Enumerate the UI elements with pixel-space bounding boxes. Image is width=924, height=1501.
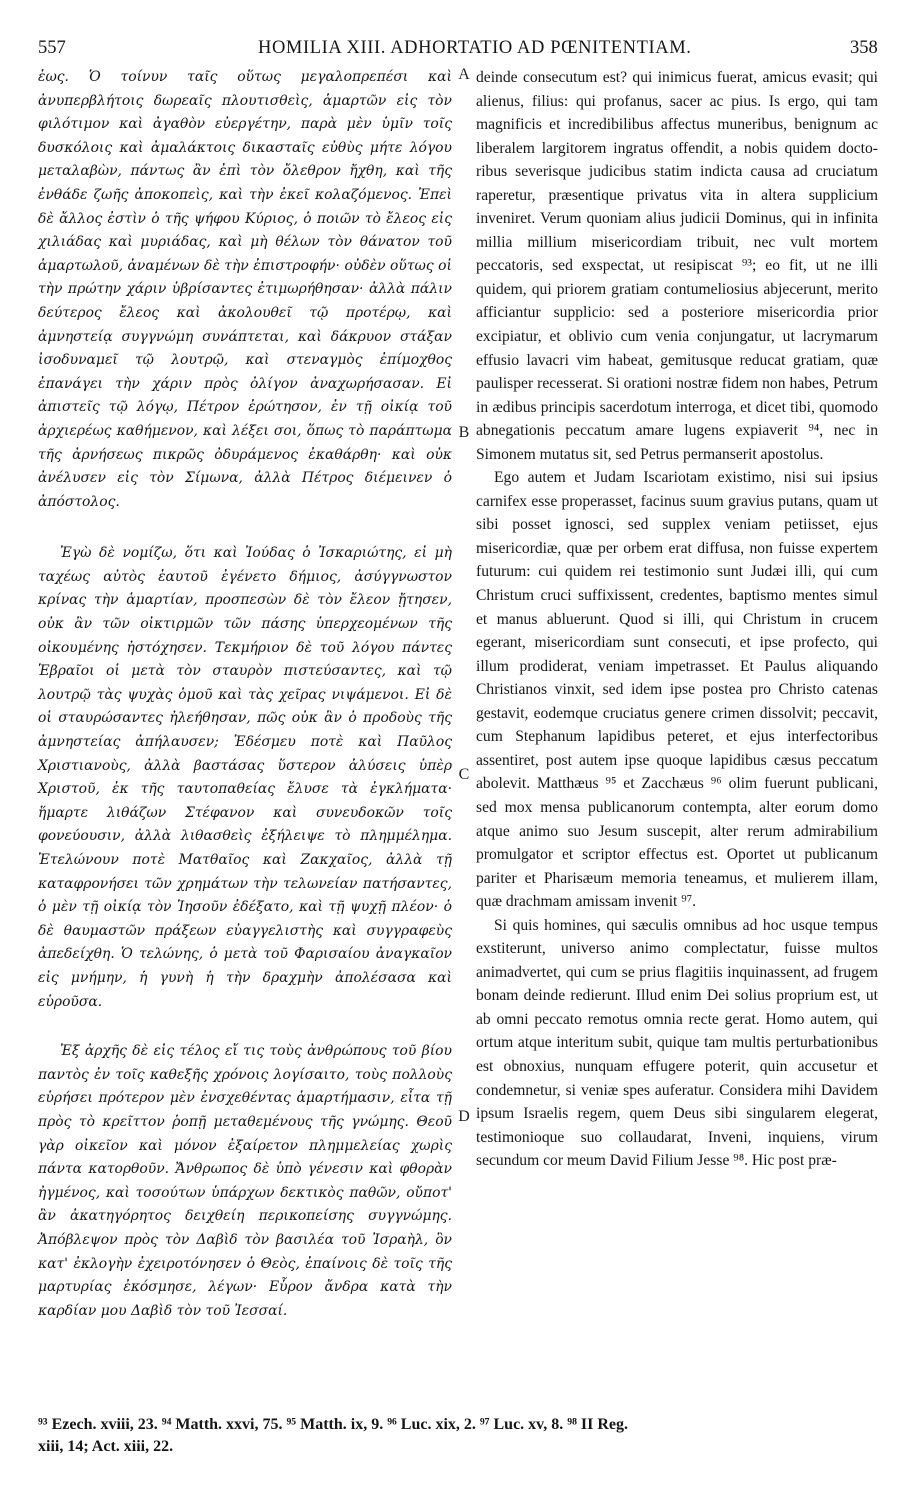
latin-paragraph-2: Ego autem et Judam Iscariotam existimo, nisi sui ipsius carnifex esse properasset, facinus suum gravius putans, quam ut sibi posset ignosci, sed supplex veniam petiisset, ejus misericordiæ, quæ per orbem erat diffusa, non fuisse expertem futurum: cui quidem rei testimonio sunt Judæi illi, qui cum Christum cruci suffixissent, credentes, baptismo mentes simul et manus abluerunt. Quod si illi, qui Christum in crucem egerant, misericordiam sunt consecuti, et ipse profecto, qui illum prodiderat, veniam impetrasset. Et Paulus aliquando Christianos vinxit, sed idem ipse postea pro Christo catenas gestavit, eodemque cruciatus genere crimen dissolvit; peccavit, cum Stephanum lapidibus peteret, et ejus interfectoribus assentiret, post autem ipse quoque lapidibus cæsus peccatum abolevit. Matthæus ⁹⁵ et Zacchæus ⁹⁶ olim fuerunt publicani, sed mox mensa publicanorum contempta, alter eorum domo atque animo suo Jesum suscepit, alter rerum admirabilium promulgator et scriptor effectus est. Oportet ut publicanum pariter et Pharisæum memoria teneamus, et mulierem illam, quæ drachmam amissam invenit ⁹⁷. <box>476 469 878 911</box>
latin-column <box>476 66 878 1173</box>
section-marker-a: A <box>458 66 470 83</box>
running-title: HOMILIA XIII. ADHORTATIO AD PŒNITENTIAM. <box>258 38 692 58</box>
latin-paragraph-1: deinde consecutum est? qui inimicus fuerat, amicus evasit; qui alienus, filius: qui profanus, sacer ac pius. Is ergo, qui tam magnificis et incredibilibus affectus muneribus, benignum ac liberalem largitorem ingratus offendit, a nobis quidem docto-ribus severisque judicibus statim indicta causa ad cruciatum raperetur, præsentique privatus vita in altera supplicium inveniret. Verum quoniam alius judicii Dominus, qui in infinita millia millium misericordiam tribuit, nec vult mortem peccatoris, sed exspectat, ut resipiscat ⁹³; eo fit, ut ne illi quidem, qui priorem gratiam contumeliosius abjecerunt, merito afficiantur supplicio: sed a posteriore misericordia prior excipiatur, et oblivio cum venia conjungatur, ut lacrymarum effusio lavacri vim habeat, gemitusque reducat gratiam, quæ paulisper recesserat. Si orationi nostræ fidem non habes, Petrum in ædibus principis sacerdotum interroga, et dicet tibi, quomodo abnegationis peccatum amare lugens expiaverit ⁹⁴, nec in Simonem mutatus sit, sed Petrus permanserit apostolus. <box>476 69 878 463</box>
footnote-line-1: ⁹³ Ezech. xviii, 23. ⁹⁴ Matth. xxvi, 75. ⁹⁵ Matth. ix, 9. ⁹⁶ Luc. xix, 2. ⁹⁷ Luc. xv, 8. ⁹⁸ II Reg. <box>38 1416 628 1433</box>
greek-column <box>38 66 452 1323</box>
section-marker-b: B <box>458 424 470 441</box>
greek-paragraph-1: ἑως. Ὁ τοίνυν ταῖς οὕτως μεγαλοπρεπέσι καὶ ἀνυπερβλήτοις δωρεαῖς πλουτισθεὶς, ἁμαρτῶν εἰς τὸν φιλότιμον καὶ ἀγαθὸν εὐεργέτην, παρὰ μὲν ὑμῖν τοῖς δυσκόλοις καὶ ἀμαλάκτοις δικασταῖς εὐθὺς μήτε λόγου μεταλαβὼν, πάντως ἂν ἐπὶ τὸν ὄλεθρον ἤχθη, καὶ τῆς ἐνθάδε ζωῆς ἀποκοπεὶς, καὶ τὴν ἐκεῖ κολαζόμενος. Ἐπεὶ δὲ ἄλλος ἐστὶν ὁ τῆς ψήφου Κύριος, ὁ ποιῶν τὸ ἔλεος εἰς χιλιάδας καὶ μυριάδας, καὶ μὴ θέλων τὸν θάνατον τοῦ ἁμαρτωλοῦ, ἀναμένων δὲ τὴν ἐπιστροφήν· οὐδὲν οὕτως οἱ τὴν πρώτην χάριν ὑβρίσαντες ἐτιμωρήθησαν· ἀλλὰ πάλιν δεύτερος ἔλεος καὶ ἀκολουθεῖ τῷ προτέρῳ, καὶ ἀμνηστείᾳ συγγνώμη συνάπτεται, καὶ δάκρυον στάξαν ἰσοδυναμεῖ τῷ λουτρῷ, καὶ στεναγμὸς ἐπίμοχθος ἐπανάγει τὴν χάριν πρὸς ὀλίγον ἀναχωρήσασαν. Εἰ ἀπιστεῖς τῷ λόγῳ, Πέτρον ἐρώτησον, ἐν τῇ οἰκίᾳ τοῦ ἀρχιερέως καθήμενον, καὶ λέξει σοι, ὅπως τὸ παράπτωμα τῆς ἀρνήσεως πικρῶς ὀδυράμενος ἐκαθάρθη· καὶ οὐκ ἀνέλυσεν εἰς τὸν Σίμωνα, ἀλλὰ Πέτρος διέμεινεν ὁ ἀπόστολος. <box>38 69 452 510</box>
greek-paragraph-3: Ἐξ ἀρχῆς δὲ εἰς τέλος εἴ τις τοὺς ἀνθρώπους τοῦ βίου παντὸς ἐν τοῖς καθεξῆς χρόνοις λογίσαιτο, τοὺς πολλοὺς εὑρήσει πρότερον μὲν ἐνσχεθέντας ἁμαρτήμασιν, εἶτα τῇ πρὸς τὸ κρεῖττον ῥοπῇ μεταθεμένους τῆς γνώμης. Θεοῦ γὰρ οἰκεῖον καὶ μόνον ἐξαίρετον πλημμελείας χωρὶς πάντα κατορθοῦν. Ἄνθρωπος δὲ ὑπὸ γένεσιν καὶ φθορὰν ἠγμένος, καὶ τοσούτων ὑπάρχων δεκτικὸς παθῶν, οὔποτ' ἂν ἀκατηγόρητος δειχθείη περικοπείσης συγγνώμης. Ἀπόβλεψον πρὸς τὸν Δαβὶδ τὸν βασιλέα τοῦ Ἰσραὴλ, ὃν κατ' ἐκλογὴν ἐχειροτόνησεν ὁ Θεὸς, ἐπαίνοις δὲ τοῖς τῆς μαρτυρίας ἐκόσμησε, λέγων· Εὗρον ἄνδρα κατὰ τὴν καρδίαν μου Δαβὶδ τὸν τοῦ Ἰεσσαί. <box>38 1043 452 1319</box>
footnote-line-2: xiii, 14; Act. xiii, 22. <box>38 1438 174 1455</box>
greek-paragraph-2: Ἐγὼ δὲ νομίζω, ὅτι καὶ Ἰούδας ὁ Ἰσκαριώτης, εἰ μὴ ταχέως αὐτὸς ἑαυτοῦ ἐγένετο δήμιος, ἀσύγγνωστον κρίνας τὴν ἁμαρτίαν, προσπεσὼν δὲ τὸν ἔλεον ᾔτησεν, οὐκ ἂν τῶν οἰκτιρμῶν τῶν πάσης ὑπερχεομένων τῆς οἰκουμένης ἠστόχησεν. Τεκμήριον δὲ τοῦ λόγου πάντες Ἑβραῖοι οἱ μετὰ τὸν σταυρὸν πιστεύσαντες, καὶ τῷ λουτρῷ τὰς ψυχὰς ὁμοῦ καὶ τὰς χεῖρας νιψάμενοι. Εἰ δὲ οἱ σταυρώσαντες ἠλεήθησαν, πῶς οὐκ ἂν ὁ προδοὺς τῆς ἀμνηστείας ἀπήλαυσεν; Ἐδέσμευ ποτὲ καὶ Παῦλος Χριστιανοὺς, ἀλλὰ βαστάσας ὕστερον ἁλύσεις ὑπὲρ Χριστοῦ, ἐκ τῆς ταυτοπαθείας ἔλυσε τὰ ἐγκλήματα· ἥμαρτε λιθάζων Στέφανον καὶ συνευδοκῶν τοῖς φονεύουσιν, ἀλλὰ λιθασθεὶς ἐξήλειψε τὸ πλημμέλημα. Ἐτελώνουν ποτὲ Ματθαῖος καὶ Ζακχαῖος, ἀλλὰ τῇ καταφρονήσει τῶν χρημάτων τὴν τελωνείαν πατήσαντες, ὁ μὲν τῇ οἰκίᾳ τὸν Ἰησοῦν ἐδέξατο, καὶ τῇ ψυχῇ πλέον· ὁ δὲ θαυμαστῶν πράξεων εὐαγγελιστὴς καὶ συγγραφεὺς ἀπεδείχθη. Ὁ τελώνης, ὁ μετὰ τοῦ Φαρισαίου ἀναγκαῖον εἰς μνήμην, ἡ γυνὴ ἡ τὴν δραχμὴν ἀπολέσασα καὶ εὑροῦσα. <box>38 545 452 1010</box>
page-number-right: 358 <box>850 38 878 58</box>
section-marker-c: C <box>458 766 470 783</box>
page-number-left: 557 <box>38 38 66 58</box>
running-header <box>0 38 924 64</box>
section-marker-d: D <box>458 1108 470 1125</box>
footnotes <box>38 1414 884 1458</box>
latin-paragraph-3: Si quis homines, qui sæculis omnibus ad hoc usque tempus exstiterunt, universo animo complectatur, fuisse multos animadvertet, qui cum se prius flagitiis inquinassent, ad frugem bonam deinde redierunt. Illud enim Dei solius proprium est, ut ab omni peccato remotus omnia recte gerat. Homo autem, qui ortum atque interitum subit, quique tam multis perturbationibus est obnoxius, nunquam effugere poterit, quin accusetur et condemnetur, si veniæ spes auferatur. Considera mihi Davidem ipsum Israelis regem, quem Deus sibi singularem elegerat, testimonioque suo collaudarat, Inveni, inquiens, virum secundum cor meum David Filium Jesse ⁹⁸. Hic post præ- <box>476 916 878 1170</box>
